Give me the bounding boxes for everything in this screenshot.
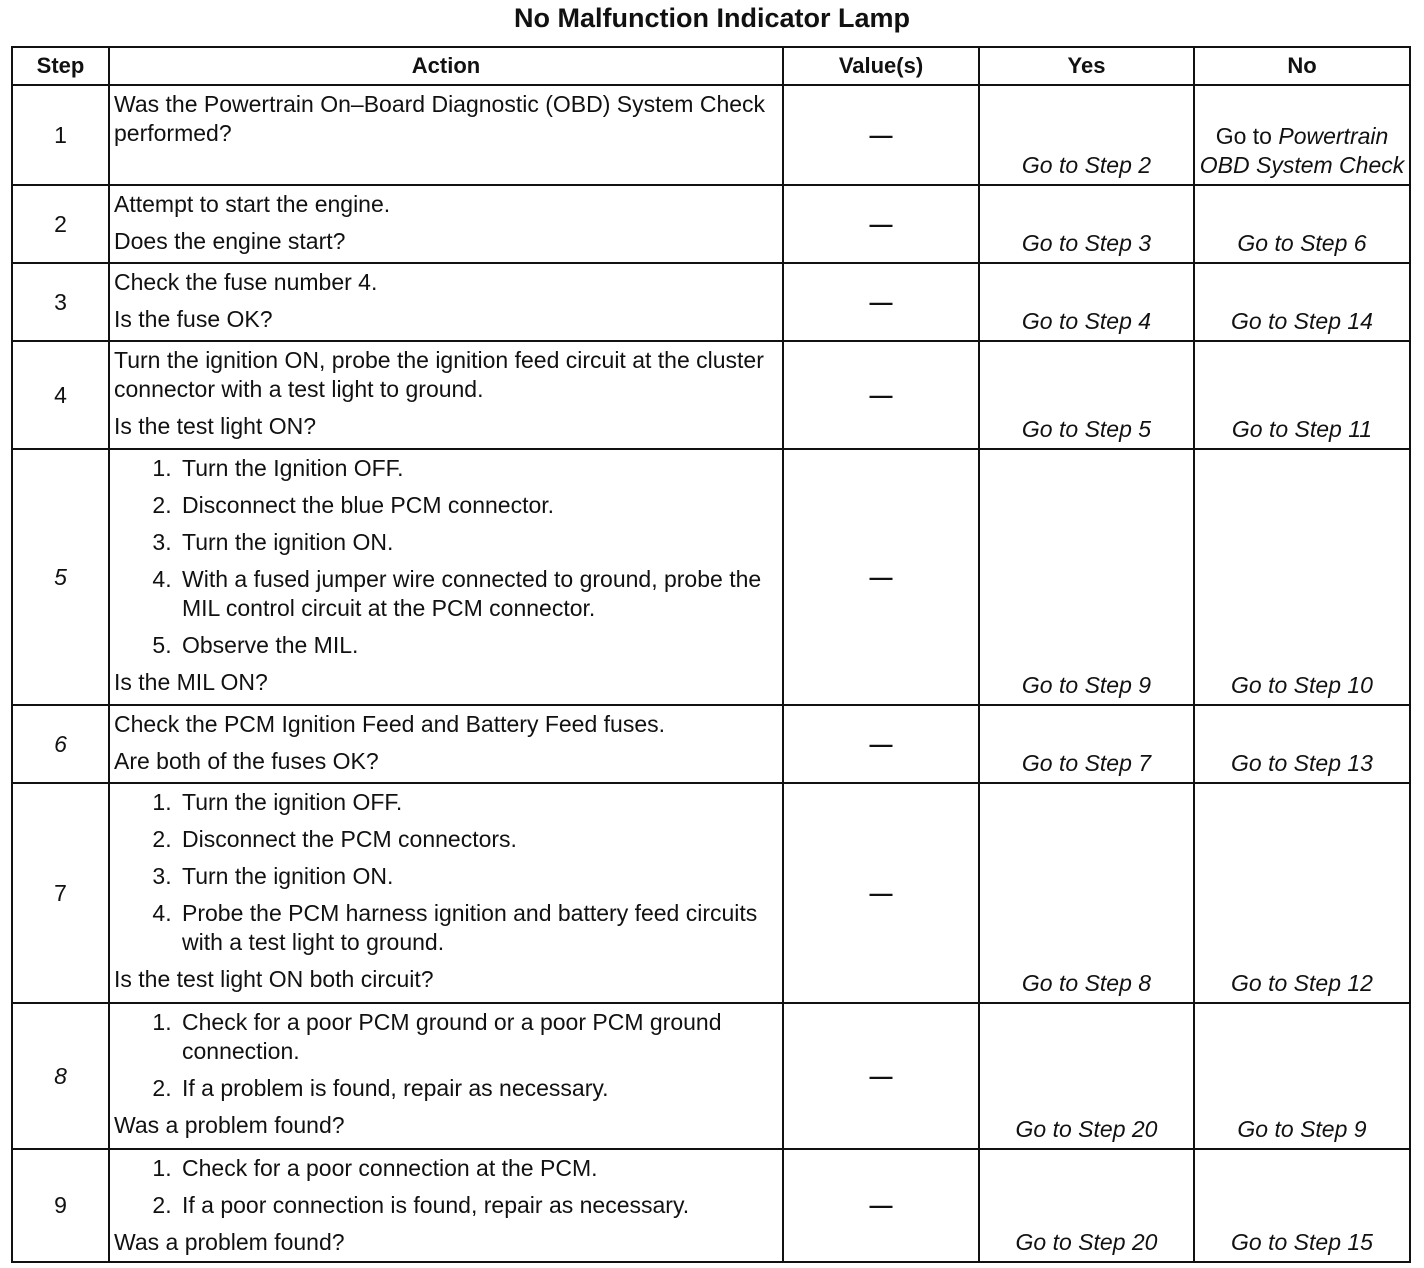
no-cell: Go to Step 11 [1194, 341, 1410, 449]
action-cell [109, 85, 783, 185]
action-step-item: 4. Probe the PCM harness ignition and battery feed circuits with a test light to ground. [178, 899, 778, 957]
value-cell: — [783, 185, 979, 263]
no-cell [1194, 85, 1410, 185]
step-number: 4 [12, 341, 109, 449]
action-steps-list [114, 1008, 778, 1103]
action-question: Is the fuse OK? [114, 306, 273, 332]
action-step-item: 1. Turn the ignition OFF. [178, 788, 778, 817]
yes-cell: Go to Step 20 [979, 1149, 1194, 1262]
no-cell-reference: Powertrain OBD System Check [1199, 123, 1405, 178]
step-number: 9 [12, 1149, 109, 1262]
action-step-item: 2. Disconnect the blue PCM connector. [178, 491, 778, 520]
no-cell: Go to Step 15 [1194, 1149, 1410, 1262]
table-row [12, 1003, 1410, 1149]
yes-cell: Go to Step 2 [979, 85, 1194, 185]
step-number: 7 [12, 783, 109, 1003]
table-row [12, 263, 1410, 341]
action-step-item: 1. Check for a poor PCM ground or a poor PCM ground connection. [178, 1008, 778, 1066]
action-steps-list [114, 788, 778, 957]
table-row [12, 449, 1410, 705]
action-text: Was the Powertrain On–Board Diagnostic (OBD) System Check performed? [114, 91, 766, 146]
table-header-row [12, 47, 1410, 85]
action-question: Is the test light ON both circuit? [114, 966, 434, 992]
no-cell: Go to Step 14 [1194, 263, 1410, 341]
diagnostic-table [11, 46, 1411, 1263]
yes-cell: Go to Step 5 [979, 341, 1194, 449]
step-number: 1 [12, 85, 109, 185]
action-question: Are both of the fuses OK? [114, 748, 379, 774]
action-step-item: 1. Check for a poor connection at the PCM. [178, 1154, 778, 1183]
step-number: 2 [12, 185, 109, 263]
action-cell [109, 1149, 783, 1262]
action-step-item: 1. Turn the Ignition OFF. [178, 454, 778, 483]
action-text: Check the PCM Ignition Feed and Battery Feed fuses. [114, 711, 666, 737]
action-step-item: 3. Turn the ignition ON. [178, 528, 778, 557]
action-question: Is the MIL ON? [114, 669, 268, 695]
action-cell [109, 341, 783, 449]
header-action: Action [109, 47, 783, 85]
table-row [12, 783, 1410, 1003]
action-cell [109, 705, 783, 783]
table-row [12, 85, 1410, 185]
action-text: Turn the ignition ON, probe the ignition feed circuit at the cluster connector with a test light to ground. [114, 347, 764, 402]
action-cell [109, 1003, 783, 1149]
action-steps-list [114, 1154, 778, 1220]
action-step-item: 3. Turn the ignition ON. [178, 862, 778, 891]
table-row [12, 705, 1410, 783]
value-cell: — [783, 341, 979, 449]
no-cell: Go to Step 10 [1194, 449, 1410, 705]
no-cell: Go to Step 6 [1194, 185, 1410, 263]
value-cell: — [783, 85, 979, 185]
action-question: Does the engine start? [114, 228, 346, 254]
value-cell: — [783, 263, 979, 341]
header-yes: Yes [979, 47, 1194, 85]
action-step-item: 4. With a fused jumper wire connected to ground, probe the MIL control circuit at the PCM connector. [178, 565, 778, 623]
header-no: No [1194, 47, 1410, 85]
no-cell: Go to Step 9 [1194, 1003, 1410, 1149]
action-cell [109, 449, 783, 705]
action-step-item: 5. Observe the MIL. [178, 631, 778, 660]
no-cell-prefix: Go to [1215, 123, 1272, 149]
step-number: 3 [12, 263, 109, 341]
table-row [12, 185, 1410, 263]
no-cell: Go to Step 12 [1194, 783, 1410, 1003]
action-step-item: 2. If a problem is found, repair as necessary. [178, 1074, 778, 1103]
action-question: Was a problem found? [114, 1229, 345, 1255]
table-row [12, 341, 1410, 449]
action-text: Check the fuse number 4. [114, 269, 378, 295]
value-cell: — [783, 705, 979, 783]
yes-cell: Go to Step 4 [979, 263, 1194, 341]
header-values: Value(s) [783, 47, 979, 85]
action-step-item: 2. Disconnect the PCM connectors. [178, 825, 778, 854]
action-cell [109, 185, 783, 263]
yes-cell: Go to Step 20 [979, 1003, 1194, 1149]
step-number: 5 [12, 449, 109, 705]
yes-cell: Go to Step 3 [979, 185, 1194, 263]
step-number: 8 [12, 1003, 109, 1149]
table-row [12, 1149, 1410, 1262]
yes-cell: Go to Step 7 [979, 705, 1194, 783]
action-text: Attempt to start the engine. [114, 191, 391, 217]
action-step-item: 2. If a poor connection is found, repair as necessary. [178, 1191, 778, 1220]
yes-cell: Go to Step 9 [979, 449, 1194, 705]
action-question: Is the test light ON? [114, 413, 316, 439]
value-cell: — [783, 1003, 979, 1149]
action-cell [109, 263, 783, 341]
value-cell: — [783, 1149, 979, 1262]
page-title: No Malfunction Indicator Lamp [514, 3, 910, 33]
value-cell: — [783, 449, 979, 705]
no-cell: Go to Step 13 [1194, 705, 1410, 783]
yes-cell: Go to Step 8 [979, 783, 1194, 1003]
action-cell [109, 783, 783, 1003]
action-question: Was a problem found? [114, 1112, 345, 1138]
header-step: Step [12, 47, 109, 85]
value-cell: — [783, 783, 979, 1003]
action-steps-list [114, 454, 778, 660]
step-number: 6 [12, 705, 109, 783]
